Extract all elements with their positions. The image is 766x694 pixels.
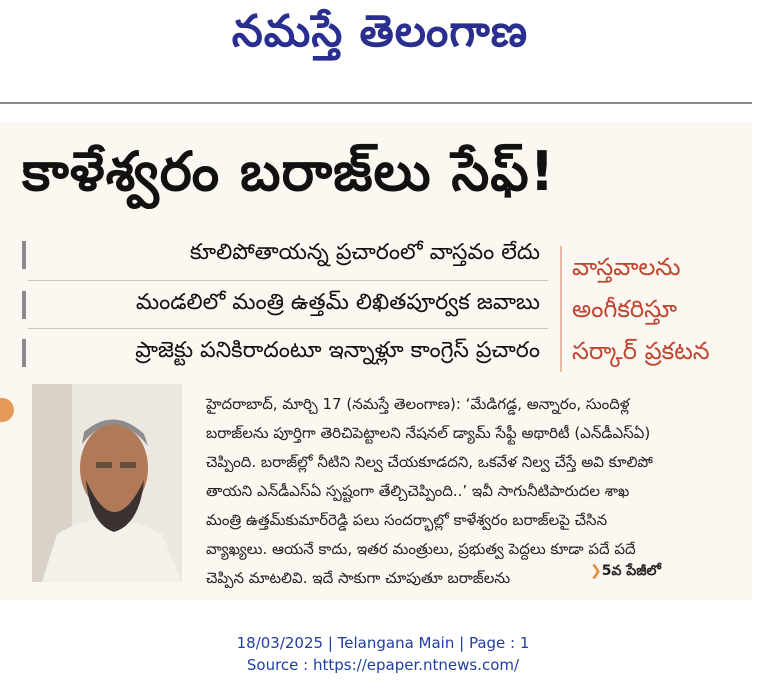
sidebar-line-1: వాస్తవాలను bbox=[572, 253, 681, 281]
sidebar-line-3: సర్కార్‌ ప్రకటన bbox=[572, 337, 710, 365]
arrow-icon: ❯ bbox=[590, 563, 602, 579]
subhead-3: ప్రాజెక్టు పనికిరాదంటూ ఇన్నాళ్లూ కాంగ్రెస్‌ ప్రచారం bbox=[135, 338, 540, 363]
subhead-divider bbox=[28, 280, 548, 281]
body-line: తాయని ఎన్‌డీఎస్‌ఏ స్పష్టంగా తేల్చిచెప్పింది..’ ఇవీ సాగునీటిపారుదల శాఖ bbox=[206, 482, 630, 500]
body-line: చెప్పింది. బరాజ్‌ల్లో నీటిని నిల్వ చేయకూడదని, ఒకవేళ నిల్వ చేస్తే అవి కూలిపో bbox=[206, 453, 653, 471]
sidebar-line-2: అంగీకరిస్తూ bbox=[572, 295, 677, 323]
subhead-2: మండలిలో మంత్రి ఉత్తమ్‌ లిఖితపూర్వక జవాబు bbox=[135, 290, 540, 315]
headline: కాళేశ్వరం బరాజ్‌లు సేఫ్‌! bbox=[22, 140, 556, 203]
footer bbox=[0, 632, 766, 676]
source-link[interactable]: Source : https://epaper.ntnews.com/ bbox=[246, 656, 520, 674]
edition-info: 18/03/2025 | Telangana Main | Page : 1 bbox=[236, 634, 530, 652]
body-line: వ్యాఖ్యలు. ఆయనే కాదు, ఇతర మంత్రులు, ప్రభుత్వ పెద్దలు కూడా పదే పదే bbox=[206, 540, 636, 558]
body-line: హైదరాబాద్‌, మార్చి 17 (నమస్తే తెలంగాణ): ‘మేడిగడ్డ, అన్నారం, సుందిళ్ల bbox=[206, 395, 630, 413]
subhead-1: కూలిపోతాయన్న ప్రచారంలో వాస్తవం లేదు bbox=[189, 240, 540, 265]
portrait-illustration bbox=[32, 384, 182, 582]
body-line: మంత్రి ఉత్తమ్‌కుమార్‌రెడ్డి పలు సందర్భాల్లో కాళేశ్వరం బరాజ్‌లపై చేసిన bbox=[206, 511, 608, 529]
continued-on[interactable] bbox=[590, 563, 661, 582]
minister-photo bbox=[32, 384, 182, 582]
sidebar-kicker bbox=[560, 246, 752, 372]
newspaper-logo: నమస్తే తెలంగాణ bbox=[231, 6, 529, 57]
article-body bbox=[206, 390, 742, 593]
masthead bbox=[0, 0, 766, 100]
body-line: బరాజ్‌లను పూర్తిగా తెరిచిపెట్టాలని నేషనల్‌ డ్యామ్‌ సేఫ్టీ అథారిటీ (ఎన్‌డీఎస్‌ఏ) bbox=[206, 424, 651, 442]
continued-label: 5వ పేజీలో bbox=[601, 563, 661, 579]
body-line: చెప్పిన మాటలివి. ఇదే సాకుగా చూపుతూ బరాజ్‌లను bbox=[206, 569, 511, 587]
subhead-divider bbox=[28, 328, 548, 329]
masthead-divider bbox=[0, 102, 752, 104]
